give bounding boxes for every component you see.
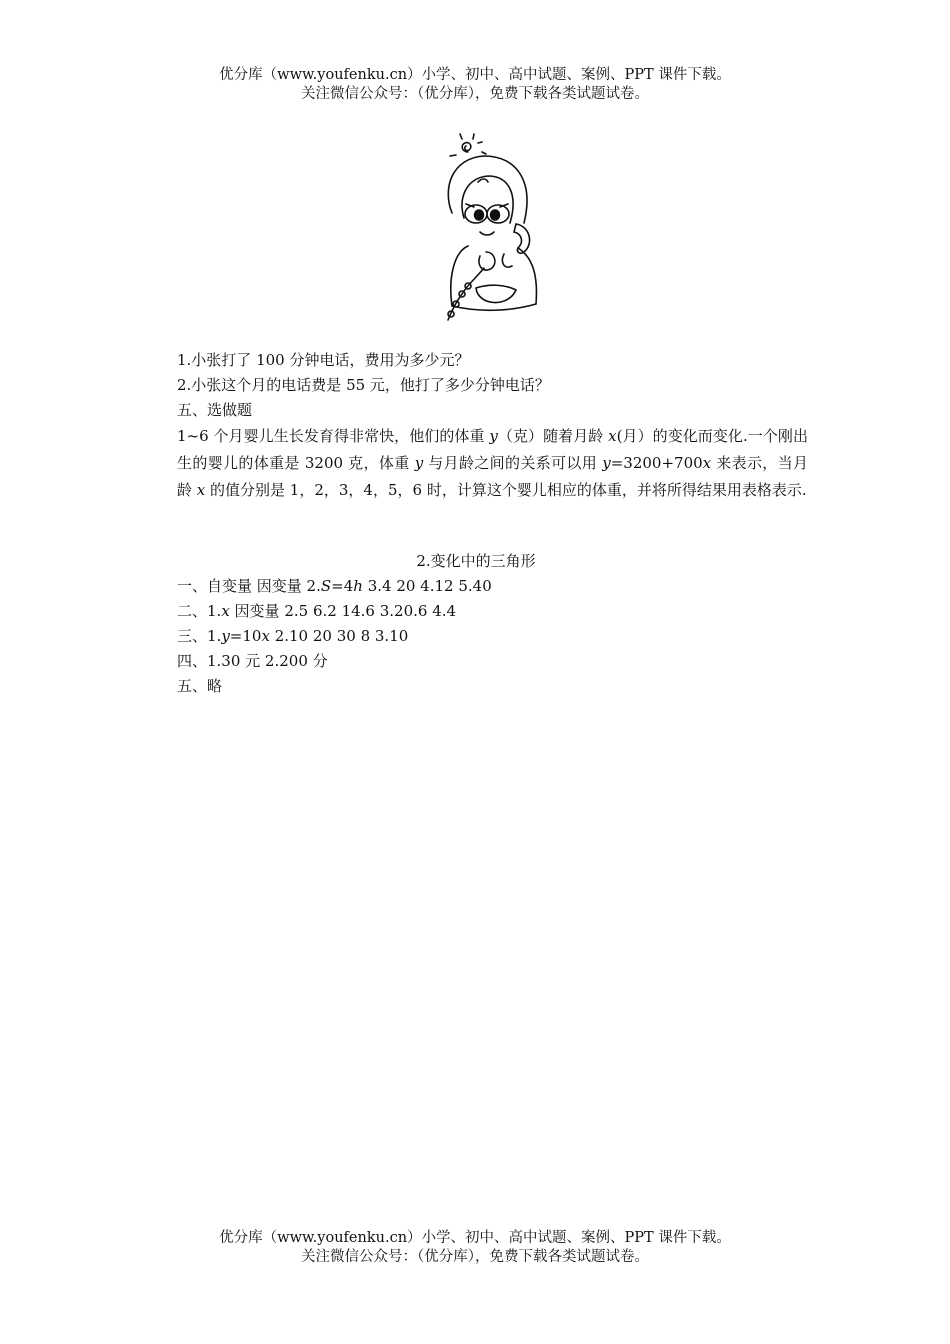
question-1: 1.小张打了 100 分钟电话，费用为多少元？ [177, 351, 470, 369]
var-x: x [608, 427, 617, 445]
header-line-2: 关注微信公众号：（优分库），免费下载各类试题试卷。 [301, 86, 649, 102]
header-line-1: 优分库（www.youfenku.cn）小学、初中、高中试题、案例、PPT 课件下载。 [219, 67, 731, 83]
answers-title: 2.变化中的三角形 [416, 552, 536, 570]
page-header [0, 66, 950, 104]
document-body [144, 348, 808, 699]
answer-line-5: 五、略 [177, 677, 223, 695]
page-footer [0, 1229, 950, 1267]
footer-line-2: 关注微信公众号：（优分库），免费下载各类试题试卷。 [301, 1249, 649, 1265]
answer-line-3: 三、1.y=10x 2.10 20 30 8 3.10 [177, 627, 409, 645]
section-5-paragraph: 1~6 个月婴儿生长发育得非常快，他们的体重 y（克）随着月龄 x(月）的变化而变化.一个刚出生的婴儿的体重是 3200 克，体重 y 与月龄之间的关系可以用 y=3200+700x 来表示，当月龄 x 的值分别是 1，2，3，4，5，6 时，计算这个婴儿相应的体重，并将所得结果用表格表示. [177, 427, 808, 499]
var-y: y [489, 427, 498, 445]
footer-line-1: 优分库（www.youfenku.cn）小学、初中、高中试题、案例、PPT 课件下载。 [219, 1230, 731, 1246]
answer-line-2: 二、1.x 因变量 2.5 6.2 14.6 3.20.6 4.4 [177, 602, 457, 620]
boy-on-telephone-illustration [438, 128, 550, 328]
answer-line-1: 一、自变量 因变量 2.S=4h 3.4 20 4.12 5.40 [177, 577, 492, 595]
answer-line-4: 四、1.30 元 2.200 分 [177, 652, 328, 670]
question-2: 2.小张这个月的电话费是 55 元，他打了多少分钟电话？ [177, 376, 550, 394]
section-5-heading: 五、选做题 [177, 401, 253, 419]
